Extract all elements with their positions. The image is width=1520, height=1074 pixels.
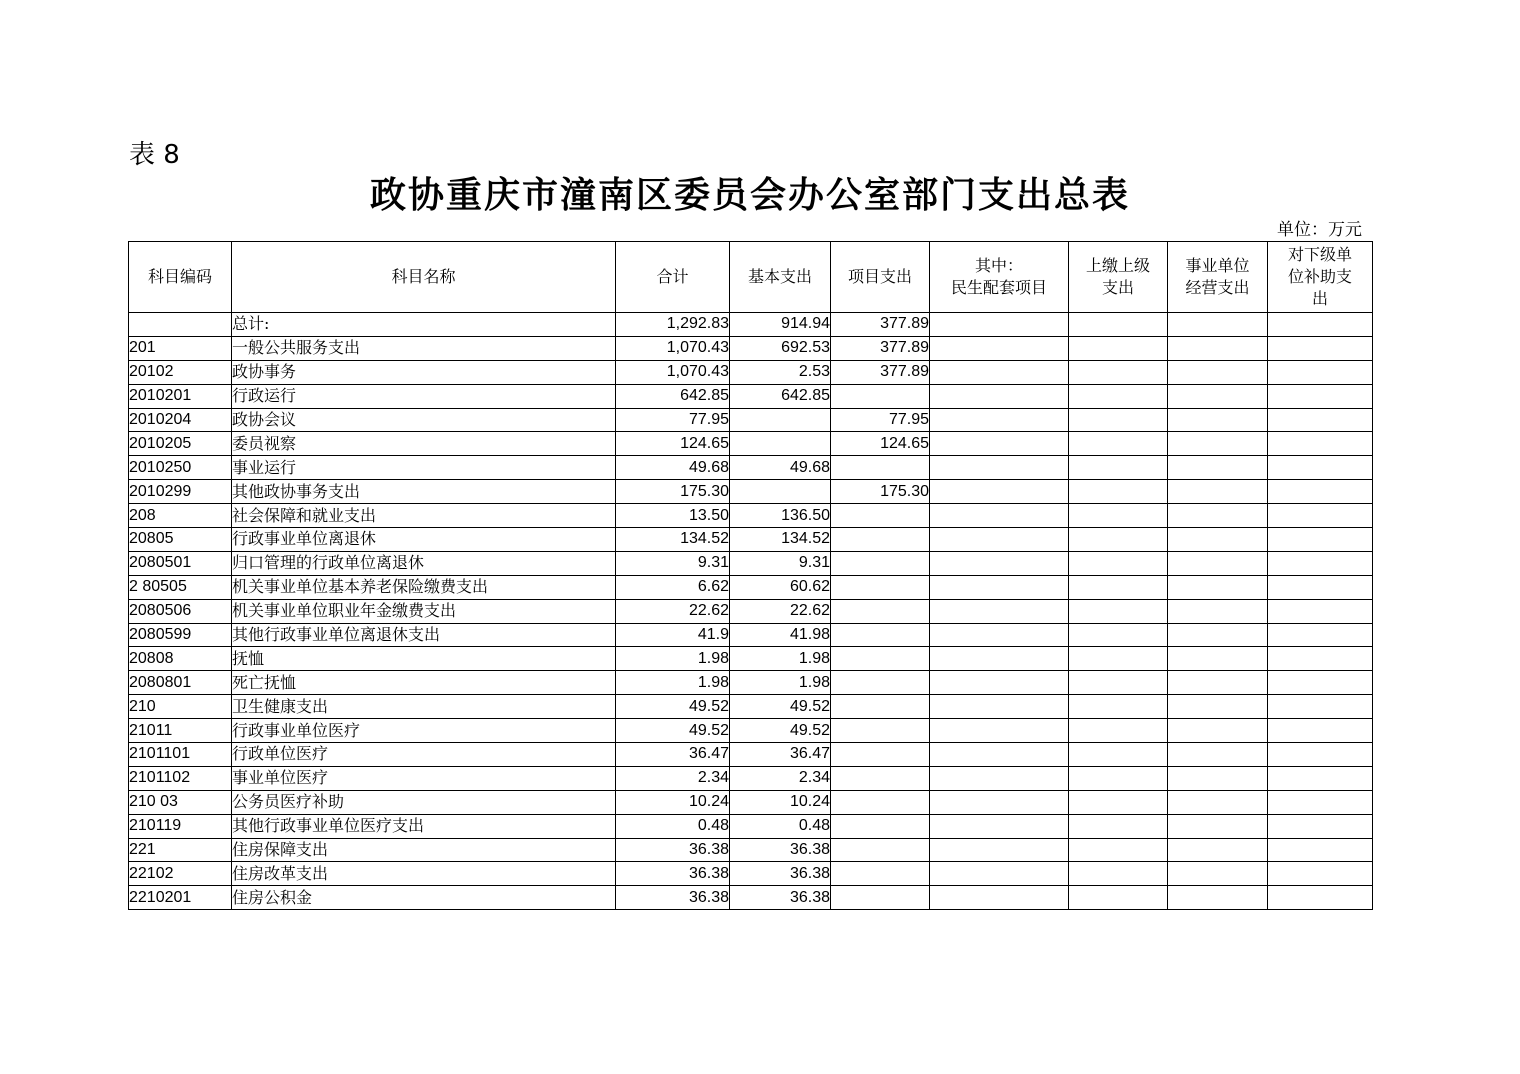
table-row — [129, 838, 1373, 862]
cell-project: 124.65 — [831, 432, 930, 456]
cell-code: 2080501 — [129, 551, 232, 575]
cell-code: 2010205 — [129, 432, 232, 456]
cell-project — [831, 671, 930, 695]
cell-code: 2010201 — [129, 384, 232, 408]
cell-basic: 2.53 — [730, 360, 831, 384]
cell-project — [831, 743, 930, 767]
cell-operating — [1168, 766, 1268, 790]
header-project: 项目支出 — [831, 242, 930, 313]
cell-operating — [1168, 528, 1268, 552]
cell-operating — [1168, 480, 1268, 504]
cell-total: 2.34 — [616, 766, 730, 790]
cell-name: 事业单位医疗 — [232, 766, 616, 790]
cell-code: 210119 — [129, 814, 232, 838]
cell-code: 2210201 — [129, 886, 232, 910]
table-row — [129, 528, 1373, 552]
cell-livelihood — [930, 647, 1069, 671]
cell-name: 总计: — [232, 313, 616, 337]
table-row — [129, 360, 1373, 384]
cell-operating — [1168, 432, 1268, 456]
cell-livelihood — [930, 695, 1069, 719]
cell-upper-remit — [1069, 456, 1168, 480]
header-operating: 事业单位 经营支出 — [1168, 242, 1268, 313]
unit-label: 单位：万元 — [1277, 220, 1362, 240]
cell-basic: 49.52 — [730, 719, 831, 743]
cell-upper-remit — [1069, 886, 1168, 910]
cell-operating — [1168, 671, 1268, 695]
cell-subsidy — [1268, 647, 1373, 671]
cell-name: 政协事务 — [232, 360, 616, 384]
cell-upper-remit — [1069, 814, 1168, 838]
cell-code: 2080599 — [129, 623, 232, 647]
cell-name: 其他行政事业单位离退休支出 — [232, 623, 616, 647]
cell-upper-remit — [1069, 838, 1168, 862]
cell-project — [831, 623, 930, 647]
cell-basic — [730, 408, 831, 432]
cell-project: 175.30 — [831, 480, 930, 504]
cell-subsidy — [1268, 790, 1373, 814]
cell-total: 642.85 — [616, 384, 730, 408]
cell-name: 机关事业单位职业年金缴费支出 — [232, 599, 616, 623]
cell-basic — [730, 480, 831, 504]
cell-livelihood — [930, 575, 1069, 599]
cell-name: 归口管理的行政单位离退休 — [232, 551, 616, 575]
cell-basic: 1.98 — [730, 647, 831, 671]
cell-project: 77.95 — [831, 408, 930, 432]
cell-total: 41.9 — [616, 623, 730, 647]
cell-subsidy — [1268, 408, 1373, 432]
cell-basic: 1.98 — [730, 671, 831, 695]
cell-total: 1.98 — [616, 647, 730, 671]
cell-total: 36.47 — [616, 743, 730, 767]
cell-livelihood — [930, 336, 1069, 360]
table-row — [129, 575, 1373, 599]
cell-basic: 134.52 — [730, 528, 831, 552]
cell-name: 政协会议 — [232, 408, 616, 432]
cell-upper-remit — [1069, 647, 1168, 671]
cell-livelihood — [930, 743, 1069, 767]
cell-project — [831, 790, 930, 814]
cell-total: 10.24 — [616, 790, 730, 814]
table-row — [129, 456, 1373, 480]
cell-upper-remit — [1069, 360, 1168, 384]
cell-name: 抚恤 — [232, 647, 616, 671]
cell-code: 22102 — [129, 862, 232, 886]
cell-upper-remit — [1069, 862, 1168, 886]
cell-code: 2010250 — [129, 456, 232, 480]
cell-upper-remit — [1069, 528, 1168, 552]
cell-basic: 914.94 — [730, 313, 831, 337]
cell-name: 行政事业单位离退休 — [232, 528, 616, 552]
cell-name: 机关事业单位基本养老保险缴费支出 — [232, 575, 616, 599]
cell-project — [831, 838, 930, 862]
cell-upper-remit — [1069, 695, 1168, 719]
cell-operating — [1168, 695, 1268, 719]
cell-total: 175.30 — [616, 480, 730, 504]
cell-livelihood — [930, 671, 1069, 695]
cell-subsidy — [1268, 360, 1373, 384]
cell-name: 住房改革支出 — [232, 862, 616, 886]
cell-subsidy — [1268, 336, 1373, 360]
table-row — [129, 719, 1373, 743]
cell-subsidy — [1268, 814, 1373, 838]
cell-total: 77.95 — [616, 408, 730, 432]
cell-operating — [1168, 575, 1268, 599]
cell-project — [831, 504, 930, 528]
cell-total: 0.48 — [616, 814, 730, 838]
table-row — [129, 551, 1373, 575]
cell-basic: 36.38 — [730, 838, 831, 862]
cell-basic: 9.31 — [730, 551, 831, 575]
cell-name: 卫生健康支出 — [232, 695, 616, 719]
header-total: 合计 — [616, 242, 730, 313]
cell-code: 201 — [129, 336, 232, 360]
cell-subsidy — [1268, 695, 1373, 719]
cell-upper-remit — [1069, 623, 1168, 647]
cell-project — [831, 551, 930, 575]
cell-upper-remit — [1069, 313, 1168, 337]
cell-subsidy — [1268, 623, 1373, 647]
cell-project — [831, 862, 930, 886]
cell-operating — [1168, 408, 1268, 432]
cell-code: 210 — [129, 695, 232, 719]
cell-subsidy — [1268, 862, 1373, 886]
expenditure-table — [128, 241, 1373, 910]
cell-livelihood — [930, 384, 1069, 408]
cell-total: 124.65 — [616, 432, 730, 456]
header-livelihood: 其中： 民生配套项目 — [930, 242, 1069, 313]
cell-subsidy — [1268, 575, 1373, 599]
cell-operating — [1168, 360, 1268, 384]
cell-upper-remit — [1069, 766, 1168, 790]
cell-upper-remit — [1069, 384, 1168, 408]
cell-total: 13.50 — [616, 504, 730, 528]
cell-code: 2080801 — [129, 671, 232, 695]
table-row — [129, 313, 1373, 337]
cell-total: 49.52 — [616, 695, 730, 719]
cell-code: 2010204 — [129, 408, 232, 432]
cell-code: 2080506 — [129, 599, 232, 623]
cell-subsidy — [1268, 504, 1373, 528]
cell-subsidy — [1268, 480, 1373, 504]
table-row — [129, 336, 1373, 360]
cell-project — [831, 647, 930, 671]
cell-total: 6.62 — [616, 575, 730, 599]
cell-code: 221 — [129, 838, 232, 862]
table-row — [129, 814, 1373, 838]
cell-total: 1,292.83 — [616, 313, 730, 337]
cell-project — [831, 886, 930, 910]
cell-operating — [1168, 814, 1268, 838]
cell-livelihood — [930, 551, 1069, 575]
cell-name: 其他政协事务支出 — [232, 480, 616, 504]
cell-code: 208 — [129, 504, 232, 528]
cell-operating — [1168, 456, 1268, 480]
table-row — [129, 743, 1373, 767]
cell-livelihood — [930, 432, 1069, 456]
cell-code: 210 03 — [129, 790, 232, 814]
cell-code: 2101102 — [129, 766, 232, 790]
cell-basic: 642.85 — [730, 384, 831, 408]
table-row — [129, 647, 1373, 671]
cell-operating — [1168, 743, 1268, 767]
cell-name: 一般公共服务支出 — [232, 336, 616, 360]
cell-total: 36.38 — [616, 886, 730, 910]
table-row — [129, 432, 1373, 456]
cell-operating — [1168, 623, 1268, 647]
cell-name: 行政单位医疗 — [232, 743, 616, 767]
cell-livelihood — [930, 599, 1069, 623]
cell-upper-remit — [1069, 599, 1168, 623]
cell-subsidy — [1268, 671, 1373, 695]
cell-operating — [1168, 599, 1268, 623]
cell-basic: 136.50 — [730, 504, 831, 528]
cell-upper-remit — [1069, 504, 1168, 528]
table-number-label: 表 8 — [129, 140, 180, 170]
table-row — [129, 384, 1373, 408]
cell-project: 377.89 — [831, 313, 930, 337]
header-upper-remit: 上缴上级 支出 — [1069, 242, 1168, 313]
cell-livelihood — [930, 623, 1069, 647]
cell-code: 20808 — [129, 647, 232, 671]
cell-code: 2101101 — [129, 743, 232, 767]
cell-basic: 60.62 — [730, 575, 831, 599]
cell-operating — [1168, 384, 1268, 408]
cell-name: 事业运行 — [232, 456, 616, 480]
cell-livelihood — [930, 862, 1069, 886]
cell-upper-remit — [1069, 408, 1168, 432]
cell-livelihood — [930, 838, 1069, 862]
cell-subsidy — [1268, 719, 1373, 743]
cell-project — [831, 719, 930, 743]
table-row — [129, 408, 1373, 432]
table-row — [129, 623, 1373, 647]
cell-project — [831, 814, 930, 838]
cell-basic: 22.62 — [730, 599, 831, 623]
table-row — [129, 790, 1373, 814]
cell-basic: 0.48 — [730, 814, 831, 838]
cell-name: 住房公积金 — [232, 886, 616, 910]
cell-upper-remit — [1069, 719, 1168, 743]
cell-livelihood — [930, 360, 1069, 384]
cell-name: 死亡抚恤 — [232, 671, 616, 695]
cell-upper-remit — [1069, 480, 1168, 504]
cell-livelihood — [930, 719, 1069, 743]
cell-subsidy — [1268, 456, 1373, 480]
cell-subsidy — [1268, 384, 1373, 408]
cell-project: 377.89 — [831, 336, 930, 360]
cell-operating — [1168, 551, 1268, 575]
cell-upper-remit — [1069, 336, 1168, 360]
cell-total: 22.62 — [616, 599, 730, 623]
cell-subsidy — [1268, 432, 1373, 456]
cell-project — [831, 766, 930, 790]
cell-subsidy — [1268, 838, 1373, 862]
header-basic: 基本支出 — [730, 242, 831, 313]
table-row — [129, 504, 1373, 528]
header-subsidy: 对下级单 位补助支 出 — [1268, 242, 1373, 313]
cell-basic: 2.34 — [730, 766, 831, 790]
cell-upper-remit — [1069, 432, 1168, 456]
cell-basic: 41.98 — [730, 623, 831, 647]
cell-operating — [1168, 790, 1268, 814]
cell-subsidy — [1268, 313, 1373, 337]
cell-subsidy — [1268, 599, 1373, 623]
header-row — [129, 242, 1373, 313]
cell-total: 49.52 — [616, 719, 730, 743]
cell-operating — [1168, 886, 1268, 910]
cell-livelihood — [930, 790, 1069, 814]
cell-name: 社会保障和就业支出 — [232, 504, 616, 528]
cell-project — [831, 384, 930, 408]
cell-project — [831, 456, 930, 480]
cell-operating — [1168, 504, 1268, 528]
cell-upper-remit — [1069, 671, 1168, 695]
cell-livelihood — [930, 528, 1069, 552]
cell-livelihood — [930, 313, 1069, 337]
cell-basic: 36.47 — [730, 743, 831, 767]
cell-upper-remit — [1069, 743, 1168, 767]
table-row — [129, 862, 1373, 886]
cell-project — [831, 528, 930, 552]
cell-livelihood — [930, 886, 1069, 910]
cell-subsidy — [1268, 766, 1373, 790]
table-row — [129, 695, 1373, 719]
cell-name: 住房保障支出 — [232, 838, 616, 862]
cell-total: 1,070.43 — [616, 336, 730, 360]
cell-code — [129, 313, 232, 337]
header-name: 科目名称 — [232, 242, 616, 313]
page-title: 政协重庆市潼南区委员会办公室部门支出总表 — [369, 175, 1130, 216]
cell-total: 134.52 — [616, 528, 730, 552]
cell-code: 20805 — [129, 528, 232, 552]
cell-code: 2 80505 — [129, 575, 232, 599]
cell-name: 委员视察 — [232, 432, 616, 456]
cell-livelihood — [930, 504, 1069, 528]
cell-total: 36.38 — [616, 862, 730, 886]
cell-livelihood — [930, 456, 1069, 480]
cell-livelihood — [930, 408, 1069, 432]
cell-name: 其他行政事业单位医疗支出 — [232, 814, 616, 838]
header-code: 科目编码 — [129, 242, 232, 313]
cell-operating — [1168, 719, 1268, 743]
cell-basic — [730, 432, 831, 456]
cell-total: 49.68 — [616, 456, 730, 480]
cell-basic: 36.38 — [730, 886, 831, 910]
cell-operating — [1168, 647, 1268, 671]
cell-livelihood — [930, 766, 1069, 790]
cell-code: 2010299 — [129, 480, 232, 504]
cell-basic: 49.52 — [730, 695, 831, 719]
cell-code: 21011 — [129, 719, 232, 743]
cell-project — [831, 599, 930, 623]
cell-operating — [1168, 313, 1268, 337]
cell-upper-remit — [1069, 575, 1168, 599]
cell-code: 20102 — [129, 360, 232, 384]
cell-project — [831, 695, 930, 719]
cell-total: 9.31 — [616, 551, 730, 575]
cell-subsidy — [1268, 886, 1373, 910]
cell-upper-remit — [1069, 790, 1168, 814]
cell-total: 36.38 — [616, 838, 730, 862]
cell-operating — [1168, 838, 1268, 862]
cell-basic: 49.68 — [730, 456, 831, 480]
cell-project — [831, 575, 930, 599]
cell-livelihood — [930, 814, 1069, 838]
cell-operating — [1168, 862, 1268, 886]
cell-basic: 10.24 — [730, 790, 831, 814]
table-row — [129, 671, 1373, 695]
cell-subsidy — [1268, 743, 1373, 767]
cell-name: 公务员医疗补助 — [232, 790, 616, 814]
cell-name: 行政事业单位医疗 — [232, 719, 616, 743]
table-row — [129, 599, 1373, 623]
cell-livelihood — [930, 480, 1069, 504]
table-row — [129, 886, 1373, 910]
cell-basic: 36.38 — [730, 862, 831, 886]
cell-total: 1.98 — [616, 671, 730, 695]
cell-subsidy — [1268, 551, 1373, 575]
cell-basic: 692.53 — [730, 336, 831, 360]
cell-upper-remit — [1069, 551, 1168, 575]
table-row — [129, 766, 1373, 790]
cell-name: 行政运行 — [232, 384, 616, 408]
cell-subsidy — [1268, 528, 1373, 552]
table-row — [129, 480, 1373, 504]
cell-operating — [1168, 336, 1268, 360]
cell-project: 377.89 — [831, 360, 930, 384]
cell-total: 1,070.43 — [616, 360, 730, 384]
